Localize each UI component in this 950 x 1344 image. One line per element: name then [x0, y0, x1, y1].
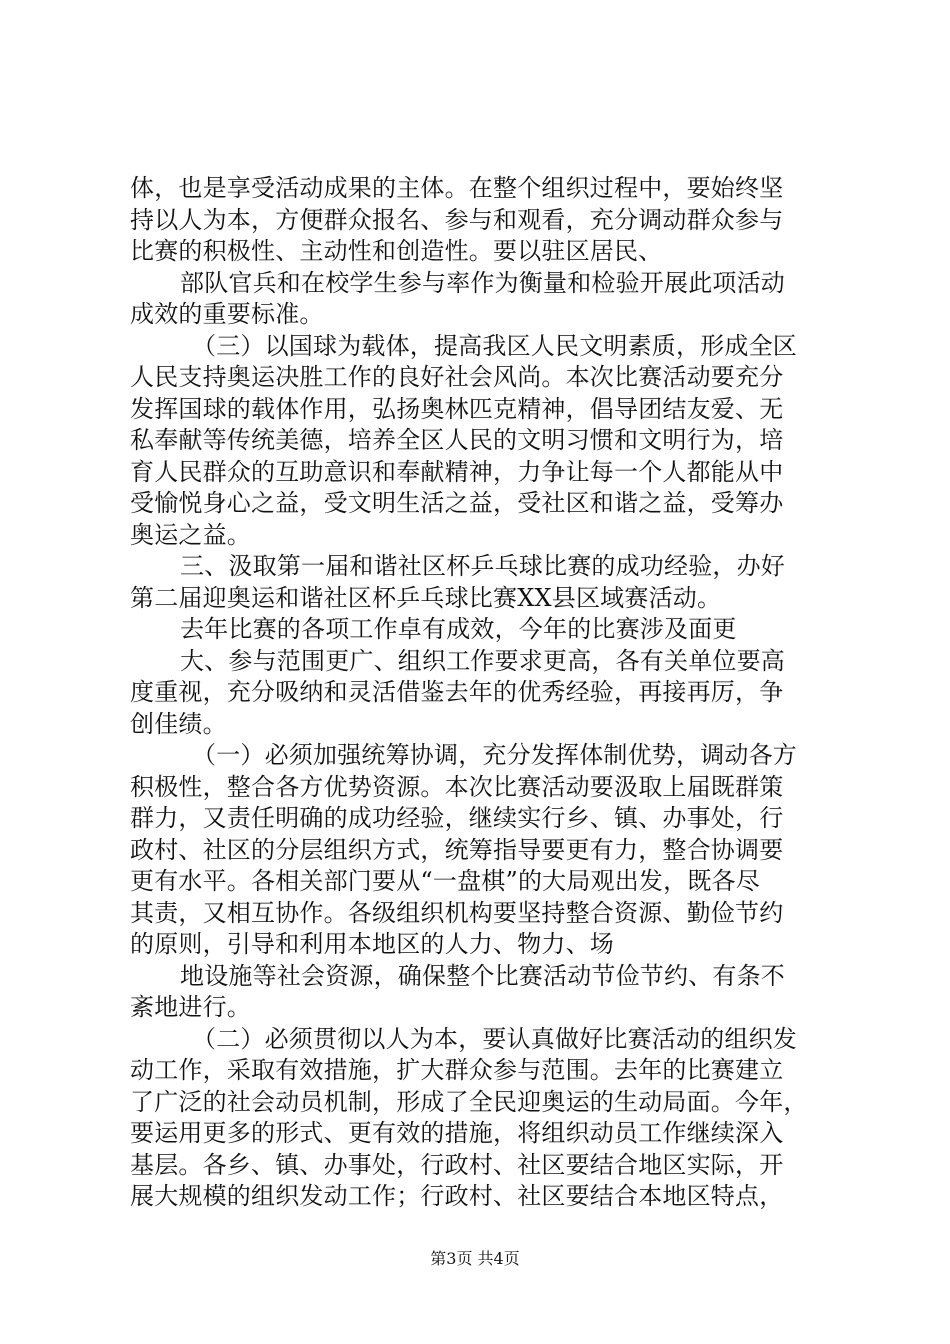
text-line: 动工作，采取有效措施，扩大群众参与范围。去年的比赛建立 — [130, 1056, 784, 1084]
text-line: 要运用更多的形式、更有效的措施，将组织动员工作继续深入 — [130, 1119, 784, 1147]
text-line: 三、汲取第一届和谐社区杯乒乓球比赛的成功经验，办好 — [180, 552, 785, 580]
text-line: 创佳绩。 — [130, 709, 227, 738]
text-line: 去年比赛的各项工作卓有成效，今年的比赛涉及面更 — [180, 615, 737, 643]
text-line: （二）必须贯彻以人为本，要认真做好比赛活动的组织发 — [192, 1024, 797, 1053]
text-line: 更有水平。各相关部门要从“一盘棋”的大局观出发，既各尽 — [130, 867, 760, 895]
text-line: 其责，又相互协作。各级组织机构要坚持整合资源、勤俭节约 — [130, 898, 784, 927]
text-line: 政村、社区的分层组织方式，统筹指导要更有力，整合协调要 — [130, 835, 784, 864]
text-line: 度重视，充分吸纳和灵活借鉴去年的优秀经验，再接再厉，争 — [130, 678, 784, 706]
text-line: 部队官兵和在校学生参与率作为衡量和检验开展此项活动 — [180, 268, 785, 297]
text-line: 比赛的积极性、主动性和创造性。要以驻区居民、 — [130, 237, 663, 265]
text-line: 成效的重要标准。 — [130, 300, 324, 328]
text-line: 体，也是享受活动成果的主体。在整个组织过程中，要始终坚 — [130, 174, 784, 202]
page-number-footer: 第3页 共4页 — [430, 1249, 520, 1268]
text-line: 持以人为本，方便群众报名、参与和观看，充分调动群众参与 — [130, 205, 784, 234]
document-body — [130, 173, 830, 1213]
text-line: （三）以国球为载体，提高我区人民文明素质，形成全区 — [192, 331, 797, 360]
text-line: 展大规模的组织发动工作；行政村、社区要结合本地区特点， — [130, 1182, 784, 1210]
text-line: 第二届迎奥运和谐社区杯乒乓球比赛XX县区域赛活动。 — [130, 583, 722, 612]
text-line: 私奉献等传统美德，培养全区人民的文明习惯和文明行为，培 — [130, 426, 784, 454]
text-line: 积极性，整合各方优势资源。本次比赛活动要汲取上届既群策 — [130, 772, 784, 801]
text-line: 的原则，引导和利用本地区的人力、物力、场 — [130, 930, 614, 958]
text-line: 发挥国球的载体作用，弘扬奥林匹克精神，倡导团结友爱、无 — [130, 394, 784, 423]
text-line: 育人民群众的互助意识和奉献精神，力争让每一个人都能从中 — [130, 457, 784, 486]
text-line: （一）必须加强统筹协调，充分发挥体制优势，调动各方 — [192, 741, 797, 769]
text-line: 地设施等社会资源，确保整个比赛活动节俭节约、有条不 — [180, 961, 785, 990]
text-line: 受愉悦身心之益，受文明生活之益，受社区和谐之益，受筹办 — [130, 489, 784, 517]
text-line: 大、参与范围更广、组织工作要求更高，各有关单位要高 — [180, 646, 785, 675]
text-line: 人民支持奥运决胜工作的良好社会风尚。本次比赛活动要充分 — [130, 363, 784, 391]
text-line: 奥运之益。 — [130, 520, 251, 549]
text-line: 紊地进行。 — [130, 993, 251, 1021]
text-line: 群力，又责任明确的成功经验，继续实行乡、镇、办事处，行 — [130, 804, 784, 832]
text-line: 基层。各乡、镇、办事处，行政村、社区要结合地区实际，开 — [130, 1150, 784, 1179]
text-line: 了广泛的社会动员机制，形成了全民迎奥运的生动局面。今年， — [130, 1087, 808, 1116]
